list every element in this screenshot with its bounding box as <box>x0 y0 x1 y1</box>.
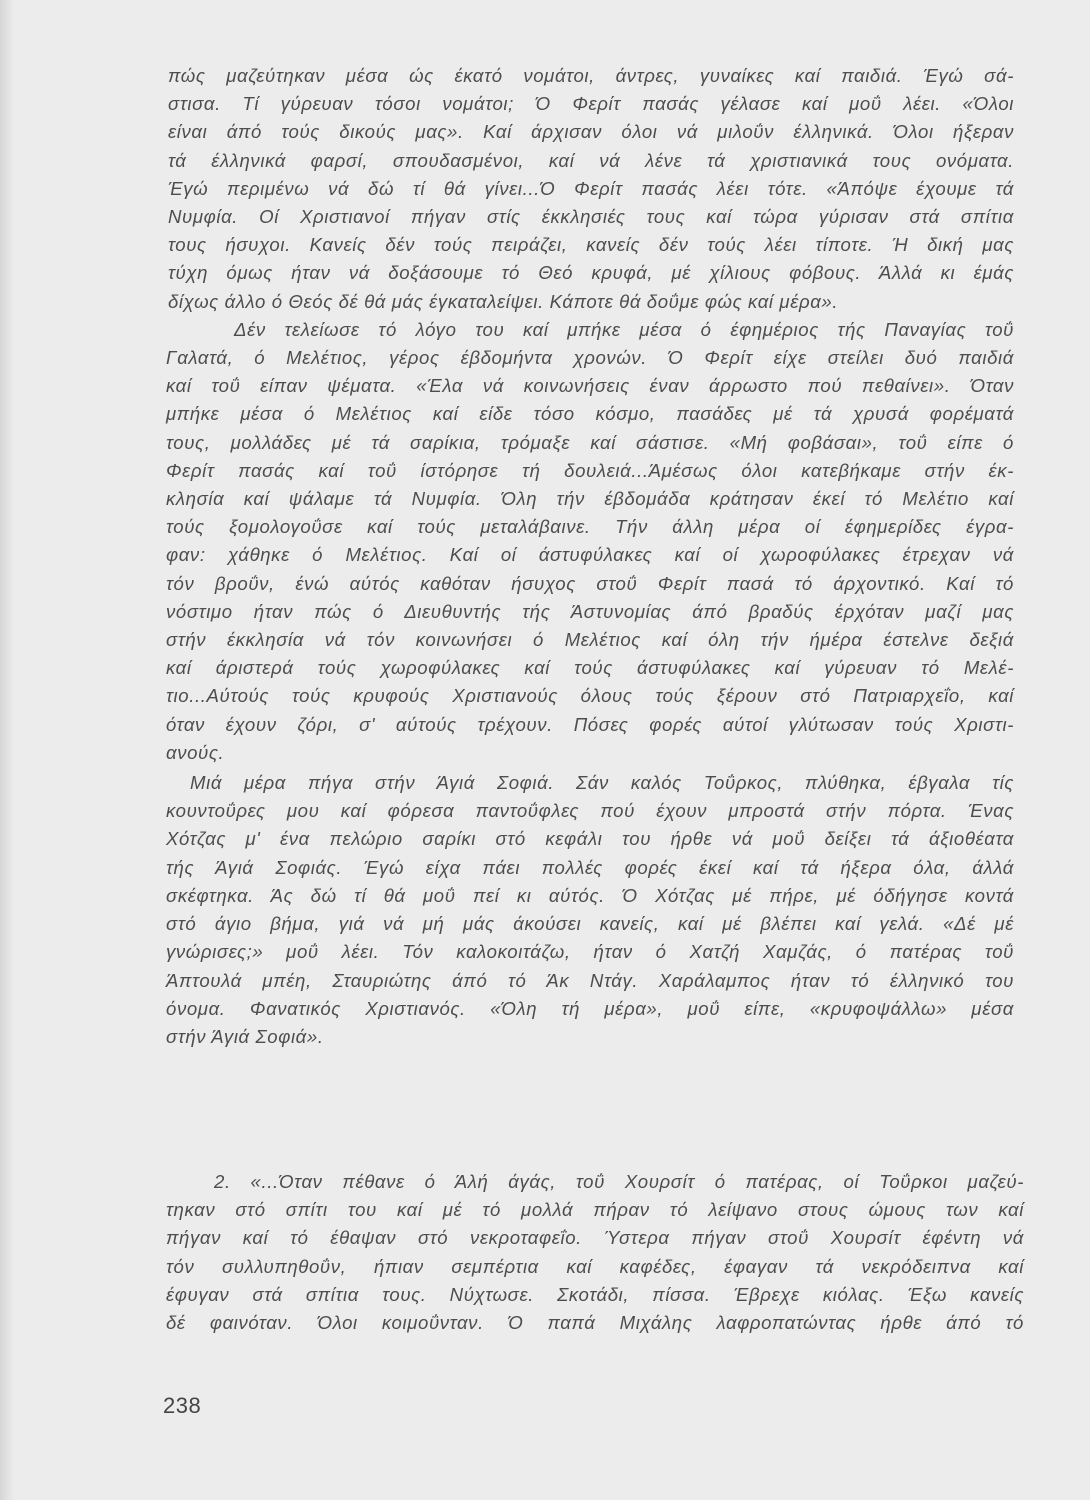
text-line: καί τοΰ είπαν ψέματα. «Έλα νά κοινωνήσεις έναν άρρωστο πού πεθαίνει». Όταν <box>166 375 1014 397</box>
text-line: τούς ξομολογοΰσε καί τούς μεταλάβαινε. Τήν άλλη μέρα οί έφημερίδες έγρα- <box>166 516 1014 538</box>
footnote-2 <box>166 1168 1024 1337</box>
paragraph-1 <box>168 62 1014 316</box>
footnote-line: πήγαν καί τό έθαψαν στό νεκροταφεΐο. Ύστερα πήγαν στοΰ Χουρσίτ έφέντη νά <box>166 1227 1024 1249</box>
text-line: στήν Άγιά Σοφιά». <box>166 1025 324 1047</box>
text-line: νόστιμο ήταν πώς ό Διευθυντής τής Άστυνομίας άπό βραδύς έρχόταν μαζί μας <box>166 600 1014 622</box>
text-line: τύχη όμως ήταν νά δοξάσουμε τό Θεό κρυφά, μέ χίλιους φόβους. Άλλά κι έμάς <box>168 262 1014 284</box>
text-line: είναι άπό τούς δικούς μας». Καί άρχισαν όλοι νά μιλοΰν έλληνικά. Όλοι ήξεραν <box>168 121 1014 143</box>
text-line: Χότζας μ' ένα πελώριο σαρίκι στό κεφάλι του ήρθε νά μοΰ δείξει τά άξιοθέατα <box>166 828 1014 850</box>
page-number: 238 <box>163 1393 202 1418</box>
text-line: σκέφτηκα. Άς δώ τί θά μοΰ πεί κι αύτός. Ό Χότζας μέ πήρε, μέ όδήγησε κοντά <box>166 884 1014 906</box>
text-line: μπήκε μέσα ό Μελέτιος καί είδε τόσο κόσμο, πασάδες μέ τά χρυσά φορέματά <box>166 403 1014 425</box>
text-line: όταν έχουν ζόρι, σ' αύτούς τρέχουν. Πόσες φορές αύτοί γλύτωσαν τούς Χριστι- <box>166 713 1014 735</box>
page-gutter-shadow <box>0 0 14 1500</box>
text-line: πώς μαζεύτηκαν μέσα ώς έκατό νομάτοι, άντρες, γυναίκες καί παιδιά. Έγώ σά- <box>168 65 1014 86</box>
text-line: τής Άγιά Σοφιάς. Έγώ είχα πάει πολλές φορές έκεί καί τά ήξερα όλα, άλλά <box>166 856 1014 878</box>
text-line: τους ήσυχοι. Κανείς δέν τούς πειράζει, κανείς δέν τούς λέει τίποτε. Ή δική μας <box>168 234 1014 256</box>
text-line: Γαλατά, ό Μελέτιος, γέρος έβδομήντα χρονών. Ό Φερίτ είχε στείλει δυό παιδιά <box>166 347 1014 369</box>
paragraph-3 <box>166 769 1014 1051</box>
text-line: στήν έκκλησία νά τόν κοινωνήσει ό Μελέτιος καί όλη τήν ήμέρα έστελνε δεξιά <box>166 629 1014 651</box>
text-line: γνώρισες;» μοΰ λέει. Τόν καλοκοιτάζω, ήταν ό Χατζή Χαμζάς, ό πατέρας τοΰ <box>166 941 1014 963</box>
text-line: τους, μολλάδες μέ τά σαρίκια, τρόμαξε καί σάστισε. «Μή φοβάσαι», τοΰ είπε ό <box>166 431 1014 453</box>
text-line: κουντοΰρες μου καί φόρεσα παντοΰφλες πού έχουν μπροστά στήν πόρτα. Ένας <box>166 800 1014 822</box>
text-line: Φερίτ πασάς καί τοΰ ίστόρησε τή δουλειά...Άμέσως όλοι κατεβήκαμε στήν έκ- <box>166 459 1014 481</box>
paragraph-2 <box>166 316 1014 767</box>
text-line: Μιά μέρα πήγα στήν Άγιά Σοφιά. Σάν καλός Τοΰρκος, πλύθηκα, έβγαλα τίς <box>190 772 1014 794</box>
main-text <box>166 62 1014 1051</box>
text-line: Άπτουλά μπέη, Σταυριώτης άπό τό Άκ Ντάγ. Χαράλαμπος ήταν τό έλληνικό του <box>166 969 1014 991</box>
footnote-line: δέ φαινόταν. Όλοι κοιμοΰνταν. Ό παπά Μιχάλης λαφροπατώντας ήρθε άπό τό <box>166 1312 1024 1334</box>
text-line: στισα. Τί γύρευαν τόσοι νομάτοι; Ό Φερίτ πασάς γέλασε καί μοΰ λέει. «Όλοι <box>168 93 1014 115</box>
footnote-line: 2. «...Όταν πέθανε ό Άλή άγάς, τοΰ Χουρσίτ ό πατέρας, οί Τοΰρκοι μαζεύ- <box>214 1171 1024 1192</box>
footnote-line: έφυγαν στά σπίτια τους. Νύχτωσε. Σκοτάδι, πίσσα. Έβρεχε κιόλας. Έξω κανείς <box>166 1283 1024 1305</box>
text-line: όνομα. Φανατικός Χριστιανός. «Όλη τή μέρα», μοΰ είπε, «κρυφοψάλλω» μέσα <box>166 997 1014 1019</box>
footnote-line: τόν συλλυπηθοΰν, ήπιαν σεμπέρτια καί καφέδες, έφαγαν τά νεκρόδειπνα καί <box>166 1255 1024 1277</box>
text-line: Έγώ περιμένω νά δώ τί θά γίνει...Ό Φερίτ πασάς λέει τότε. «Άπόψε έχουμε τά <box>168 177 1014 199</box>
text-line: τιο...Αύτούς τούς κρυφούς Χριστιανούς όλους τούς ξέρουν στό Πατριαρχεΐο, καί <box>166 685 1014 707</box>
text-line: ανούς. <box>166 741 225 763</box>
text-line: δίχως άλλο ό Θεός δέ θά μάς έγκαταλείψει. Κάποτε θά δοΰμε φώς καί μέρα». <box>168 290 839 312</box>
text-line: στό άγιο βήμα, γιά νά μή μάς άκούσει κανείς, καί μέ βλέπει καί γελά. «Δέ μέ <box>166 913 1014 935</box>
text-line: τόν βροΰν, ένώ αύτός καθόταν ήσυχος στοΰ Φερίτ πασά τό άρχοντικό. Καί τό <box>166 572 1014 594</box>
text-line: τά έλληνικά φαρσί, σπουδασμένοι, καί νά λένε τά χριστιανικά τους ονόματα. <box>168 149 1014 171</box>
text-line: καί άριστερά τούς χωροφύλακες καί τούς άστυφύλακες καί γύρευαν τό Μελέ- <box>166 657 1014 679</box>
text-line: Νυμφία. Οί Χριστιανοί πήγαν στίς έκκλησιές τους καί τώρα γύρισαν στά σπίτια <box>168 206 1014 228</box>
footnote-line: τηκαν στό σπίτι του καί μέ τό μολλά πήραν τό λείψανο στους ώμους των καί <box>166 1199 1024 1221</box>
text-line: κλησία καί ψάλαμε τά Νυμφία. Όλη τήν έβδομάδα κράτησαν έκεί τό Μελέτιο καί <box>166 488 1014 510</box>
text-line: φαν: χάθηκε ό Μελέτιος. Καί οί άστυφύλακες καί οί χωροφύλακες έτρεχαν νά <box>166 544 1014 566</box>
text-line: Δέν τελείωσε τό λόγο του καί μπήκε μέσα ό έφημέριος τής Παναγίας τοΰ <box>234 318 1014 340</box>
